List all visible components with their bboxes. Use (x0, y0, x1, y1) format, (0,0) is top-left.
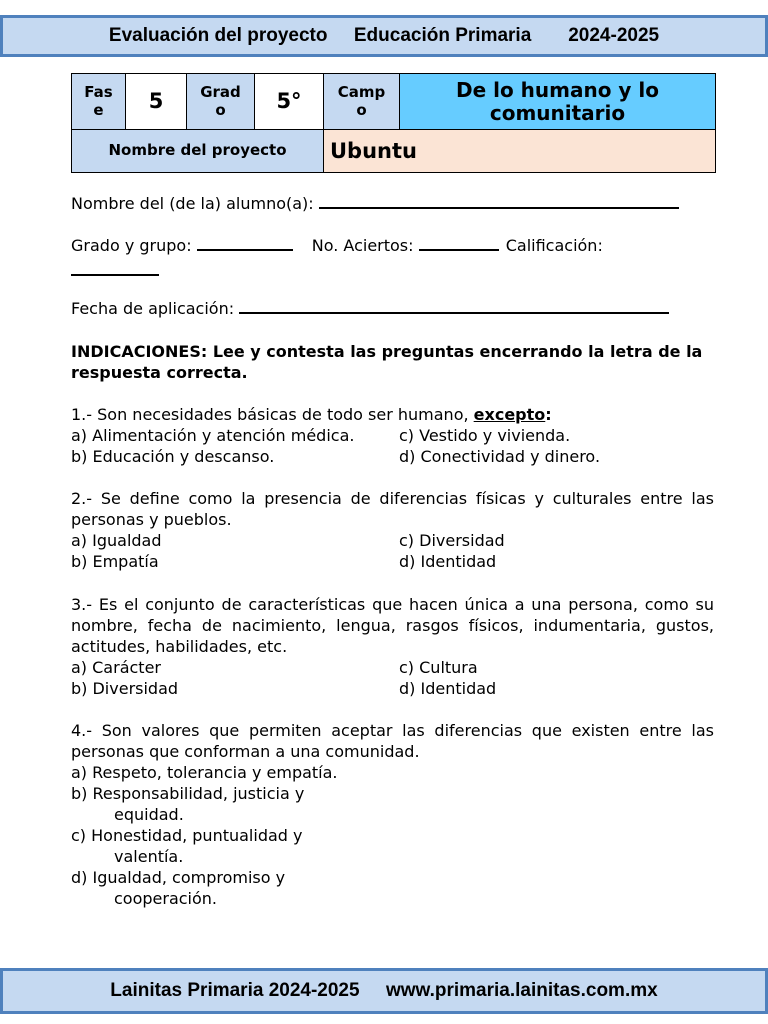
aciertos-label: No. Aciertos: (311, 236, 414, 255)
option-1d[interactable]: d) Conectividad y dinero. (399, 447, 601, 466)
option-1c[interactable]: c) Vestido y vivienda. (399, 426, 571, 445)
campo-value: De lo humano y lo comunitario (400, 74, 716, 130)
option-3a[interactable]: a) Carácter (71, 658, 161, 677)
calificacion-blank[interactable] (71, 260, 159, 276)
option-2c[interactable]: c) Diversidad (399, 531, 505, 550)
option-4b[interactable]: b) Responsabilidad, justicia y equidad. (71, 784, 305, 824)
school-year: 2024-2025 (568, 25, 660, 46)
application-date-field: Fecha de aplicación: (71, 298, 669, 318)
calificacion-label: Calificación: (505, 236, 603, 255)
fase-value: 5 (126, 74, 187, 130)
question-3 (71, 594, 714, 699)
option-4a[interactable]: a) Respeto, tolerancia y empatía. (71, 763, 338, 782)
question-2-prompt: 2.- Se define como la presencia de diferencias físicas y culturales entre las personas y pueblos. (71, 489, 714, 529)
question-1-prompt: 1.- Son necesidades básicas de todo ser humano, excepto: (71, 405, 552, 424)
project-name-value: Ubuntu (324, 130, 716, 173)
bottom-banner (0, 968, 768, 1014)
grado-value: 5° (255, 74, 324, 130)
project-name-label: Nombre del proyecto (72, 130, 324, 173)
option-1b[interactable]: b) Educación y descanso. (71, 447, 275, 466)
application-date-blank[interactable] (239, 298, 669, 314)
option-1a[interactable]: a) Alimentación y atención médica. (71, 426, 355, 445)
option-2d[interactable]: d) Identidad (399, 552, 497, 571)
student-name-blank[interactable] (319, 193, 679, 209)
fase-label: Fas e (72, 74, 126, 130)
question-4-prompt: 4.- Son valores que permiten aceptar las diferencias que existen entre las personas que conforman a una comunidad. (71, 721, 714, 761)
option-3d[interactable]: d) Identidad (399, 679, 497, 698)
evaluation-title: Evaluación del proyecto (108, 25, 328, 46)
grade-group-field: Grado y grupo: No. Aciertos: Calificación: (71, 236, 603, 255)
option-3c[interactable]: c) Cultura (399, 658, 478, 677)
question-3-prompt: 3.- Es el conjunto de características que hacen única a una persona, como su nombre, fecha de nacimiento, lengua, rasgos físicos, indumentaria, gustos, actitudes, habilidades, etc. (71, 595, 714, 656)
education-level: Educación Primaria (353, 25, 532, 46)
option-2b[interactable]: b) Empatía (71, 552, 159, 571)
instructions: INDICACIONES: Lee y contesta las preguntas encerrando la letra de la respuesta correcta. (71, 342, 703, 382)
grado-label: Grad o (187, 74, 255, 130)
question-2 (71, 488, 714, 572)
question-1 (71, 404, 714, 467)
site-name: Lainitas Primaria 2024-2025 (110, 980, 360, 1001)
question-4 (71, 720, 714, 909)
aciertos-blank[interactable] (419, 235, 499, 251)
top-banner (0, 15, 768, 57)
grade-group-blank[interactable] (197, 235, 293, 251)
site-url[interactable]: www.primaria.lainitas.com.mx (385, 980, 658, 1001)
student-name-field: Nombre del (de la) alumno(a): (71, 193, 679, 213)
project-info-table (71, 73, 716, 173)
option-4d[interactable]: d) Igualdad, compromiso y cooperación. (71, 868, 286, 908)
option-2a[interactable]: a) Igualdad (71, 531, 162, 550)
campo-label: Camp o (324, 74, 400, 130)
option-3b[interactable]: b) Diversidad (71, 679, 179, 698)
option-4c[interactable]: c) Honestidad, puntualidad y valentía. (71, 826, 303, 866)
